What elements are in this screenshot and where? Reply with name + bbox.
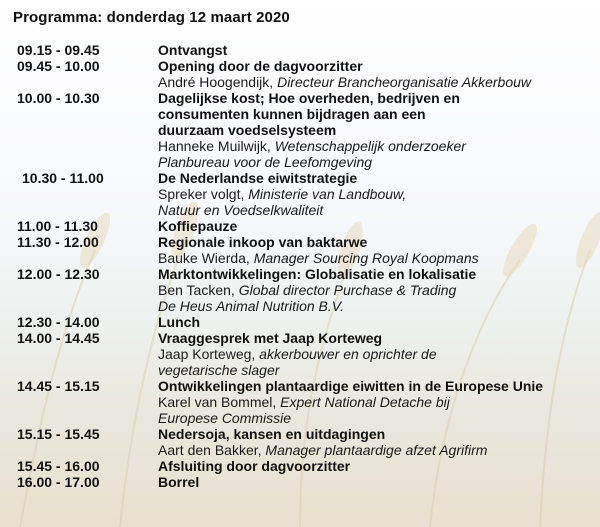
- schedule-item: [0, 314, 600, 330]
- schedule-item: [0, 378, 600, 426]
- schedule-body: [158, 266, 592, 314]
- speaker-name: Karel van Bommel,: [158, 394, 281, 410]
- schedule-item: [0, 58, 600, 90]
- speaker-role: Ministerie van Landbouw,: [248, 186, 407, 202]
- session-title: Ontwikkelingen plantaardige eiwitten in de Europese Unie: [158, 378, 544, 394]
- session-title: Koffiepauze: [158, 218, 238, 234]
- schedule-item: [0, 170, 600, 218]
- schedule-item: [0, 458, 600, 474]
- schedule-body: [158, 458, 592, 474]
- schedule-body: [158, 426, 592, 458]
- schedule-body: [158, 474, 592, 490]
- speaker-line: [158, 298, 592, 314]
- session-title: consumenten kunnen bijdragen aan een: [158, 106, 426, 122]
- schedule-time: 14.45 - 15.15: [17, 378, 100, 394]
- speaker-line: [158, 74, 592, 90]
- schedule-item: [0, 218, 600, 234]
- session-title: Nedersoja, kansen en uitdagingen: [158, 426, 386, 442]
- schedule-item: [0, 266, 600, 314]
- speaker-role: Global director Purchase & Trading: [238, 282, 457, 298]
- speaker-name: Jaap Korteweg,: [158, 346, 260, 362]
- session-title: duurzaam voedselsysteem: [158, 122, 337, 138]
- speaker-role: Manager Sourcing Royal Koopmans: [253, 250, 479, 266]
- speaker-role: Natuur en Voedselkwaliteit: [158, 202, 324, 218]
- speaker-name: Bauke Wierda,: [158, 250, 254, 266]
- schedule-time: 11.00 - 11.30: [17, 218, 98, 234]
- speaker-line: [158, 346, 592, 362]
- session-title: Borrel: [158, 474, 200, 490]
- speaker-role: Directeur Brancheorganisatie Akkerbouw: [277, 74, 532, 90]
- schedule-time: 12.30 - 14.00: [17, 314, 100, 330]
- speaker-line: [158, 442, 592, 458]
- session-title: Ontvangst: [158, 42, 228, 58]
- speaker-name: Aart den Bakker,: [158, 442, 266, 458]
- schedule-item: [0, 90, 600, 170]
- speaker-line: [158, 394, 592, 410]
- schedule-body: [158, 42, 592, 58]
- speaker-role: Manager plantaardige afzet Agrifirm: [265, 442, 488, 458]
- schedule-time: 10.30 - 11.00: [22, 170, 104, 186]
- schedule-time: 12.00 - 12.30: [17, 266, 100, 282]
- session-title: Lunch: [158, 314, 200, 330]
- schedule-body: [158, 314, 592, 330]
- speaker-line: [158, 410, 592, 426]
- session-title: Dagelijkse kost; Hoe overheden, bedrijven en: [158, 90, 460, 106]
- schedule-time: 09.45 - 10.00: [17, 58, 100, 74]
- speaker-line: [158, 138, 592, 154]
- speaker-line: [158, 154, 592, 170]
- schedule-body: [158, 170, 592, 218]
- session-title: Opening door de dagvoorzitter: [158, 58, 363, 74]
- schedule-time: 16.00 - 17.00: [17, 474, 100, 490]
- schedule-body: [158, 218, 592, 234]
- schedule-body: [158, 330, 592, 378]
- schedule-list: [0, 42, 600, 490]
- schedule-body: [158, 234, 592, 266]
- schedule-item: [0, 330, 600, 378]
- speaker-name: Ben Tacken,: [158, 282, 239, 298]
- schedule-item: [0, 234, 600, 266]
- session-title: Regionale inkoop van baktarwe: [158, 234, 368, 250]
- schedule-item: [0, 474, 600, 490]
- schedule-item: [0, 42, 600, 58]
- schedule-time: 10.00 - 10.30: [17, 90, 100, 106]
- schedule-time: 15.15 - 15.45: [17, 426, 100, 442]
- speaker-line: [158, 250, 592, 266]
- session-title: Afsluiting door dagvoorzitter: [158, 458, 351, 474]
- schedule-time: 14.00 - 14.45: [17, 330, 100, 346]
- schedule-item: [0, 426, 600, 458]
- session-title: De Nederlandse eiwitstrategie: [158, 170, 358, 186]
- schedule-time: 09.15 - 09.45: [17, 42, 100, 58]
- schedule-body: [158, 378, 592, 426]
- schedule-body: [158, 58, 592, 90]
- session-title: Marktontwikkelingen: Globalisatie en lokalisatie: [158, 266, 477, 282]
- speaker-name: Hanneke Muilwijk,: [158, 138, 275, 154]
- session-title: Vraaggesprek met Jaap Korteweg: [158, 330, 383, 346]
- speaker-role: Expert National Detache bij: [280, 394, 450, 410]
- schedule-body: [158, 90, 592, 170]
- speaker-role: Europese Commissie: [158, 410, 292, 426]
- speaker-line: [158, 186, 592, 202]
- speaker-role: akkerbouwer en oprichter de: [259, 346, 437, 362]
- speaker-name: André Hoogendijk,: [158, 74, 278, 90]
- speaker-name: Spreker volgt,: [158, 186, 249, 202]
- speaker-role: De Heus Animal Nutrition B.V.: [158, 298, 344, 314]
- speaker-line: [158, 362, 592, 378]
- schedule-time: 11.30 - 12.00: [17, 234, 99, 250]
- speaker-role: Wetenschappelijk onderzoeker: [274, 138, 466, 154]
- speaker-line: [158, 202, 592, 218]
- speaker-role: Planbureau voor de Leefomgeving: [158, 154, 373, 170]
- speaker-role: vegetarische slager: [158, 362, 280, 378]
- programme-title: Programma: donderdag 12 maart 2020: [13, 9, 290, 26]
- schedule-time: 15.45 - 16.00: [17, 458, 100, 474]
- speaker-line: [158, 282, 592, 298]
